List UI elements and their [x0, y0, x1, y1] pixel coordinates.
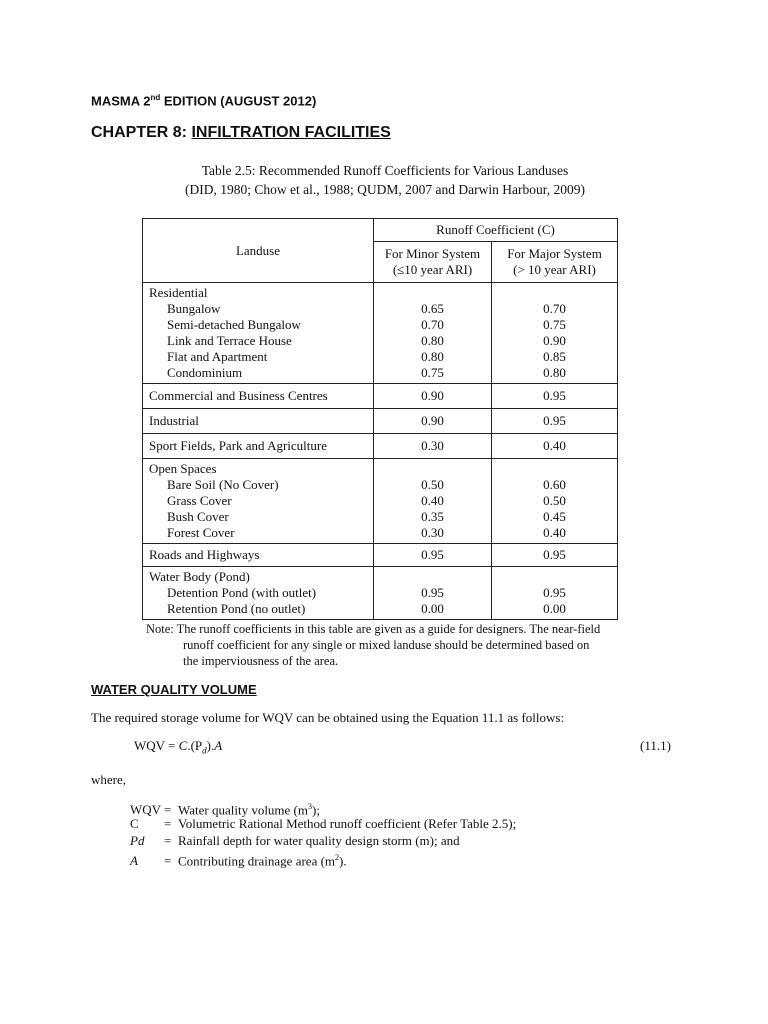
running-header: MASMA 2nd EDITION (AUGUST 2012) — [91, 93, 317, 109]
table-note: Note: The runoff coefficients in this table are given as a guide for designers. The near-field runoff coefficient for any single or mixed landuse should be determined based on the imperviousness of the area. — [146, 622, 601, 668]
runoff-coefficient-table — [142, 218, 618, 620]
header-landuse: Landuse — [143, 219, 374, 283]
table-row: Sport Fields, Park and Agriculture 0.30 0.40 — [143, 434, 618, 459]
definition-item: WQV = Water quality volume $(m^3)$; — [130, 802, 320, 818]
table-row: Commercial and Business Centres 0.90 0.95 — [143, 384, 618, 409]
table-row: Industrial 0.90 0.95 — [143, 409, 618, 434]
definition-item: Pd = Rainfall depth for water quality design storm (m); and — [130, 833, 460, 848]
section-title: WATER QUALITY VOLUME — [91, 682, 257, 697]
equation-number: (11.1) — [640, 738, 671, 753]
header-minor-system: For Minor System (≤10 year ARI) — [374, 242, 492, 283]
table-row: Residential Bungalow Semi-detached Bungalow Link and Terrace House Flat and Apartment Condominium 0.65 0.70 0.80 0.80 0.75 0.70 0.75 0.90 0.85 0.80 — [143, 283, 618, 384]
definition-item: A = Contributing drainage area $(m^2)$. — [130, 853, 347, 869]
definition-item: C = Volumetric Rational Method runoff coefficient (Refer Table 2.5); — [130, 816, 517, 831]
definitions-list — [130, 798, 517, 869]
table-row: Roads and Highways 0.95 0.95 — [143, 544, 618, 567]
intro-paragraph: The required storage volume for WQV can be obtained using the Equation 11.1 as follows: — [91, 710, 565, 725]
table-row: Open Spaces Bare Soil (No Cover) Grass Cover Bush Cover Forest Cover 0.50 0.40 0.35 0.30 0.60 0.50 0.45 0.40 — [143, 459, 618, 544]
equation: WQV = $C.(P_d).A$ — [134, 738, 223, 756]
chapter-title: CHAPTER 8: INFILTRATION FACILITIES — [91, 124, 391, 141]
table-caption: Table 2.5: Recommended Runoff Coefficients for Various Landuses (DID, 1980; Chow et al., 1988; QUDM, 2007 and Darwin Harbour, 2009) — [185, 163, 585, 197]
header-major-system: For Major System (> 10 year ARI) — [492, 242, 618, 283]
where-label: where, — [91, 772, 127, 787]
header-runoff-coefficient: Runoff Coefficient (C) — [374, 219, 618, 242]
table-row: Water Body (Pond) Detention Pond (with outlet) Retention Pond (no outlet) 0.95 0.00 0.95 0.00 — [143, 567, 618, 620]
